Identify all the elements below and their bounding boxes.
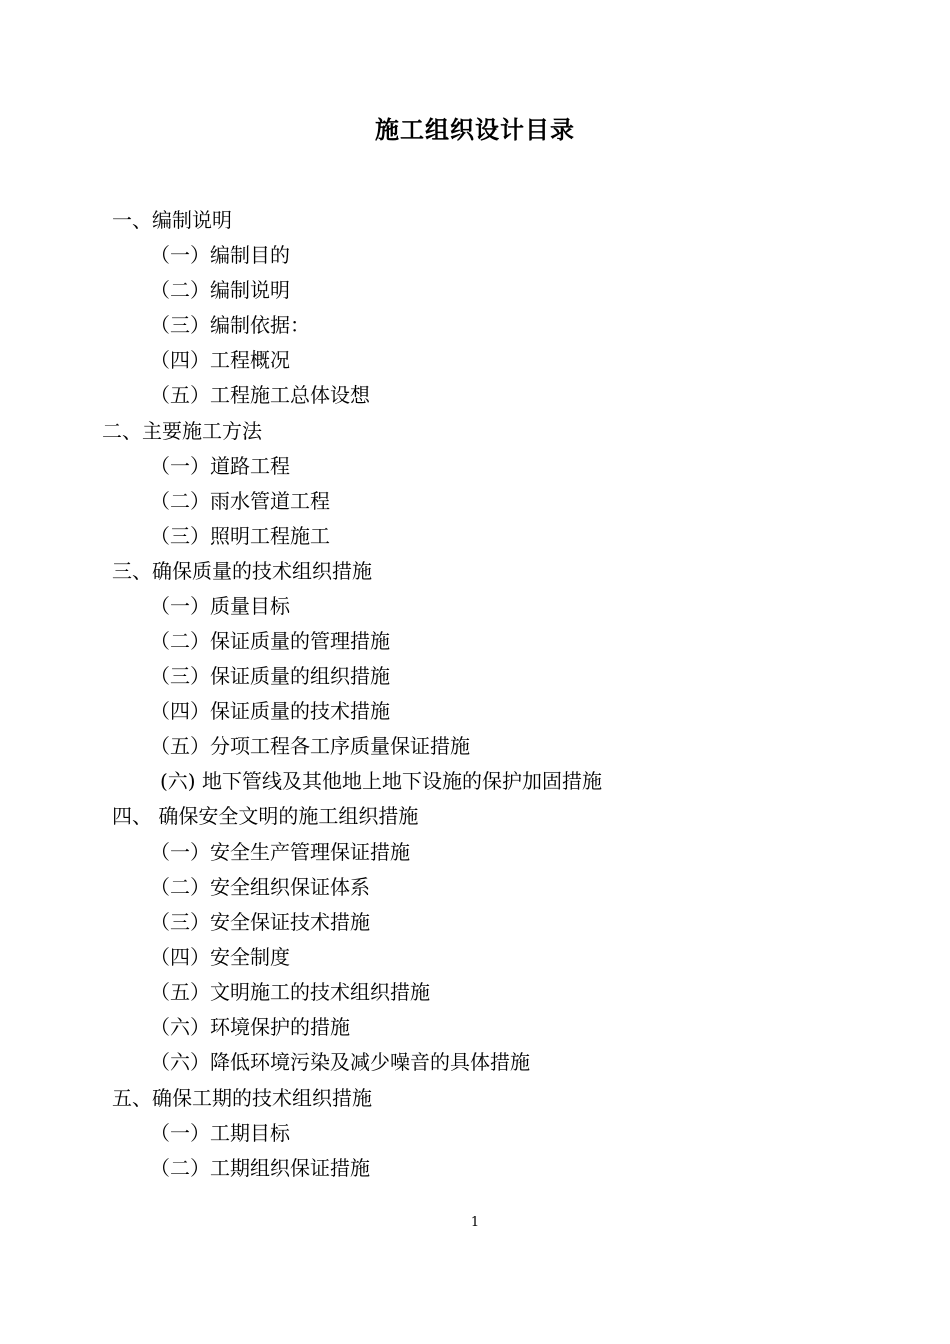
toc-item: (六) 地下管线及其他地上地下设施的保护加固措施 xyxy=(160,769,602,793)
toc-item: （二）雨水管道工程 xyxy=(150,489,330,513)
toc-item: （一）编制目的 xyxy=(150,243,290,267)
toc-item: （二）保证质量的管理措施 xyxy=(150,629,390,653)
toc-item: （三）编制依据： xyxy=(150,313,310,337)
toc-item: （五）文明施工的技术组织措施 xyxy=(150,980,430,1004)
toc-item: （六）环境保护的措施 xyxy=(150,1015,350,1039)
toc-item: （二）安全组织保证体系 xyxy=(150,875,370,899)
toc-item: （三）保证质量的组织措施 xyxy=(150,664,390,688)
toc-item: （一）安全生产管理保证措施 xyxy=(150,840,410,864)
toc-item: 四、 确保安全文明的施工组织措施 xyxy=(112,804,419,828)
toc-item: （四）工程概况 xyxy=(150,348,290,372)
toc-item: （三）照明工程施工 xyxy=(150,524,330,548)
toc-item: 二、主要施工方法 xyxy=(102,419,262,443)
toc-item: （一）质量目标 xyxy=(150,594,290,618)
toc-item: （四）保证质量的技术措施 xyxy=(150,699,390,723)
toc-item: （五）工程施工总体设想 xyxy=(150,383,370,407)
toc-item: （二）编制说明 xyxy=(150,278,290,302)
toc-item: （二）工期组织保证措施 xyxy=(150,1156,370,1180)
toc-item: （六）降低环境污染及减少噪音的具体措施 xyxy=(150,1050,530,1074)
toc-item: （五）分项工程各工序质量保证措施 xyxy=(150,734,470,758)
toc-item: 五、确保工期的技术组织措施 xyxy=(112,1086,372,1110)
toc-item: （一）道路工程 xyxy=(150,454,290,478)
toc-item: 一、编制说明 xyxy=(112,208,232,232)
toc-item: （四）安全制度 xyxy=(150,945,290,969)
page-number: 1 xyxy=(470,1215,480,1230)
page-title: 施工组织设计目录 xyxy=(375,115,575,144)
toc-item: （一）工期目标 xyxy=(150,1121,290,1145)
toc-item: （三）安全保证技术措施 xyxy=(150,910,370,934)
toc-item: 三、确保质量的技术组织措施 xyxy=(112,559,372,583)
